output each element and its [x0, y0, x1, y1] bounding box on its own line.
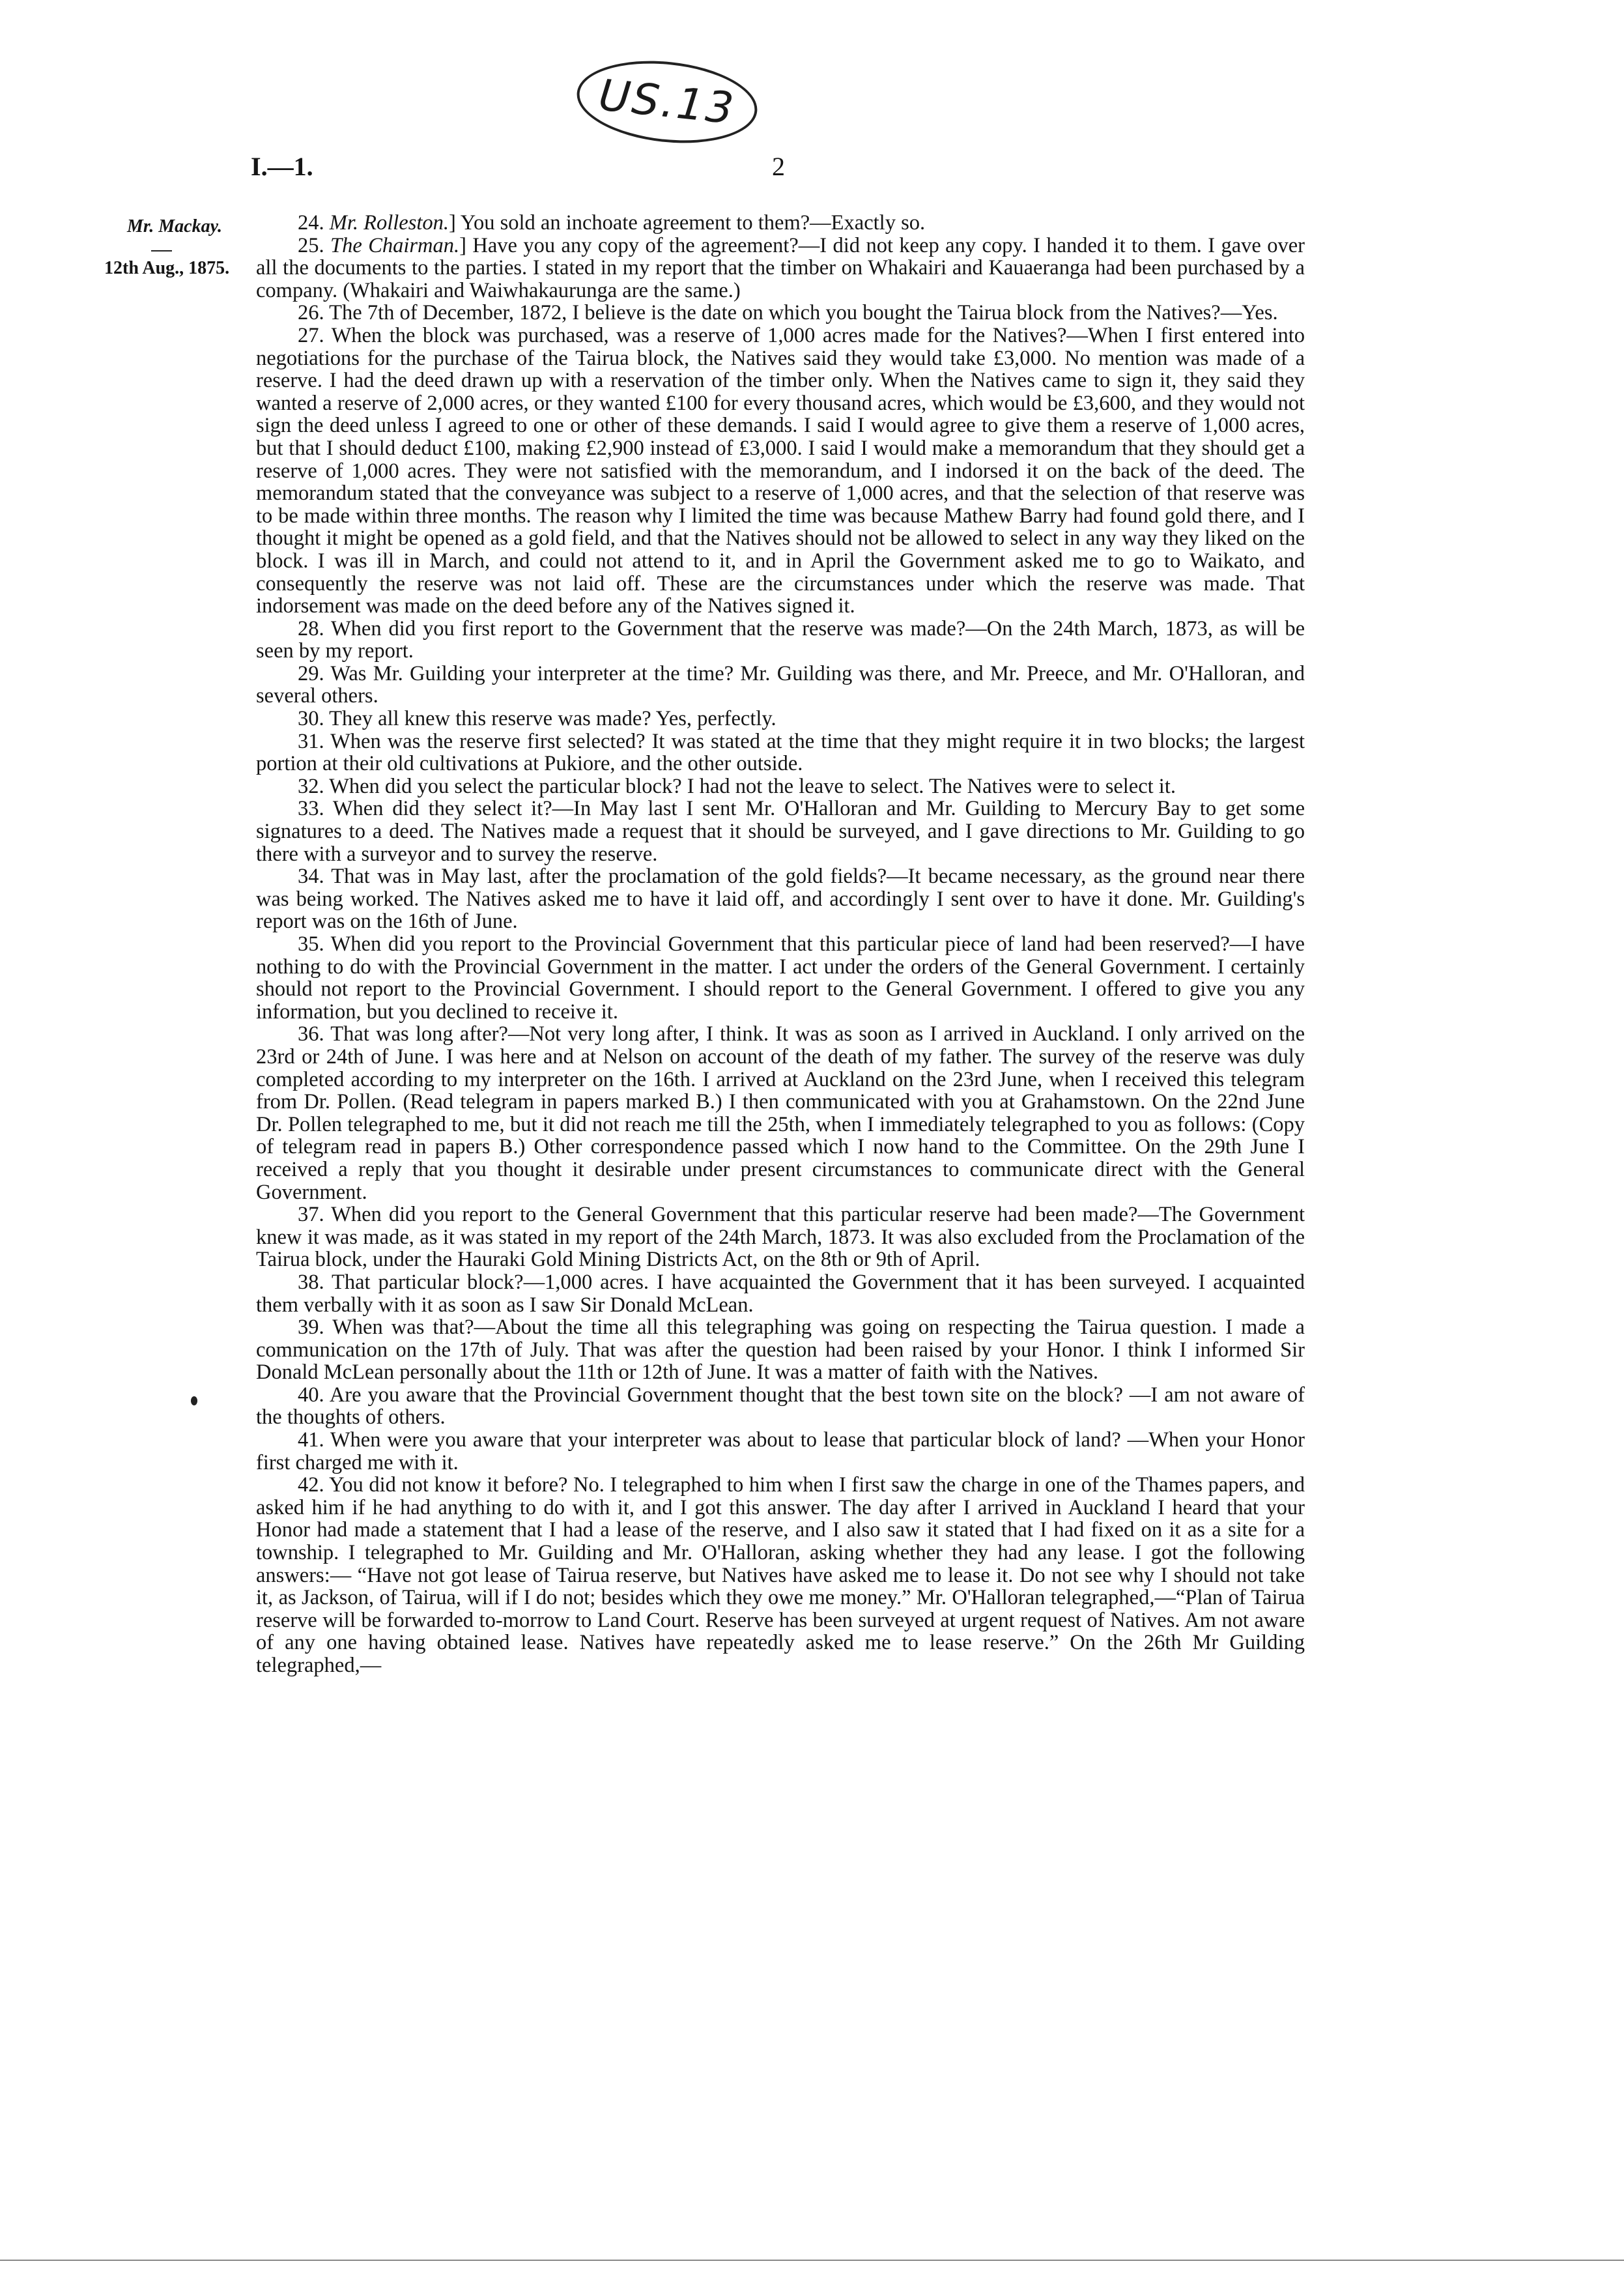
paragraph-text: When the block was purchased, was a reserve of 1,000 acres made for the Natives?—When I first entered into negotiations for the purchase of the Tairua block, the Natives said they would take £3,000. No mention was made of a reserve. I had the deed drawn up with a reservation of the timber only. When the Natives came to sign it, they said they wanted a reserve of 2,000 acres, or they wanted £100 for every thousand acres, which would be £3,600, and they would not sign the deed unless I agreed to one or other of these demands. I said I would agree to give them a reserve of 1,000 acres, but that I should deduct £100, making £2,900 instead of £3,000. I said I would make a memorandum that they should get a reserve of 1,000 acres. They were not satisfied with the memorandum, and I indorsed it on the back of the deed. The memorandum stated that the conveyance was subject to a reserve of 1,000 acres, and that the selection of that reserve was to be made within three months. The reason why I limited the time was because Mathew Barry had found gold there, and I thought it might be opened as a gold field, and that the Natives should not be allowed to select in any way they liked on the block. I was ill in March, and could not attend to it, and in April the Government asked me to go to Waikato, and consequently the reserve was not laid off. These are the circumstances under which the reserve was made. That indorsement was made on the deed before any of the Natives signed it.	[256, 323, 1305, 618]
stamp-text: US.13	[596, 70, 738, 134]
margin-date: 12th Aug., 1875.	[104, 258, 230, 278]
paragraph-27	[256, 324, 1305, 618]
paragraph-number: 34.	[298, 865, 324, 889]
paragraph-text: That was in May last, after the proclamation of the gold fields?—It became necessary, as the ground near there was being worked. The Natives asked me to have it laid off, and accordingly I sent over to have it done. Mr. Guilding's report was on the 16th of June.	[256, 865, 1305, 934]
paragraph-text: When were you aware that your interpreter was about to lease that particular block of land? —When your Honor first charged me with it.	[256, 1428, 1305, 1474]
paragraph-37	[256, 1203, 1305, 1271]
paragraph-text: When did you report to the General Government that this particular reserve had been made?—The Government knew it was made, as it was stated in my report of the 24th March, 1873. It was also excluded from the Proclamation of the Tairua block, under the Hauraki Gold Mining Districts Act, on the 8th or 9th of April.	[256, 1203, 1305, 1272]
paragraph-35	[256, 933, 1305, 1023]
paragraph-33	[256, 798, 1305, 865]
paragraph-42	[256, 1474, 1305, 1676]
margin-speaker-name: Mr. Mackay.	[127, 216, 222, 237]
paragraph-text: Was Mr. Guilding your interpreter at the time? Mr. Guilding was there, and Mr. Preece, and Mr. O'Halloran, and several others.	[256, 661, 1305, 708]
paragraph-number: 33.	[298, 797, 324, 821]
paragraph-number: 37.	[298, 1203, 324, 1227]
paragraph-text: Are you aware that the Provincial Government thought that the best town site on the block? —I am not aware of the thoughts of others.	[256, 1383, 1305, 1430]
paragraph-number: 30.	[298, 707, 324, 731]
paragraph-38	[256, 1271, 1305, 1316]
paragraph-text: That was long after?—Not very long after, I think. It was as soon as I arrived in Auckland. I only arrived on the 23rd or 24th of June. I was here and at Nelson on account of the death of my father. The survey of the reserve was duly completed according to my interpreter on the 16th. I arrived at Auckland on the 23rd June, when I received this telegram from Dr. Pollen. (Read telegram in papers marked B.) I then communicated with you at Grahamstown. On the 22nd June Dr. Pollen telegraphed to me, but it did not reach me till the 25th, when I immediately telegraphed to you as follows: (Copy of telegram read in papers B.) Other correspondence passed which I now hand to the Committee. On the 29th June I received a reply that you thought it desirable under present circumstances to communicate direct with the General Government.	[256, 1022, 1305, 1204]
speaker-name: The Chairman.	[330, 233, 460, 257]
paragraph-31	[256, 730, 1305, 775]
paragraph-36	[256, 1023, 1305, 1203]
paragraph-text: The 7th of December, 1872, I believe is the date on which you bought the Tairua block from the Natives?—Yes.	[329, 301, 1278, 325]
ink-blot	[191, 1396, 197, 1405]
paragraph-32	[256, 775, 1305, 798]
paragraph-text: When did you first report to the Government that the reserve was made?—On the 24th March, 1873, as will be seen by my report.	[256, 616, 1305, 663]
evidence-body	[256, 212, 1305, 1677]
paragraph-text: When did they select it?—In May last I sent Mr. O'Halloran and Mr. Guilding to Mercury Bay to get some signatures to a deed. The Natives made a request that it should be surveyed, and I gave directions to Mr. Guilding to go there with a surveyor and to survey the reserve.	[256, 797, 1305, 866]
scan-edge-line	[0, 2260, 1624, 2261]
paragraph-41	[256, 1429, 1305, 1474]
paragraph-number: 24.	[298, 211, 324, 235]
paragraph-39	[256, 1316, 1305, 1384]
margin-divider	[151, 250, 172, 251]
paragraph-number: 32.	[298, 774, 324, 798]
paragraph-number: 26.	[298, 301, 324, 325]
paragraph-number: 36.	[298, 1022, 324, 1046]
paragraph-text: You did not know it before? No. I telegraphed to him when I first saw the charge in one of the Thames papers, and asked him if he had anything to do with it, and I got this answer. The day after I arrived in Auckland I heard that your Honor had made a statement that I had a lease of the reserve, and I also saw it stated that I had fixed on it as a site for a township. I telegraphed to Mr. Guilding and Mr. O'Halloran, asking whether they had any lease. I got the following answers:— “Have not got lease of Tairua reserve, but Natives have asked me to lease it. Do not see why I should not take it, as Jackson, of Tairua, will if I do not; besides which they owe me money.” Mr. O'Halloran telegraphed,—“Plan of Tairua reserve will be forwarded to-morrow to Land Court. Reserve has been surveyed at urgent request of Natives. Am not aware of any one having obtained lease. Natives have repeatedly asked me to lease reserve.” On the 26th Mr Guilding telegraphed,—	[256, 1473, 1305, 1677]
paragraph-number: 27.	[298, 323, 324, 347]
paragraph-25	[256, 235, 1305, 302]
document-code: I.—1.	[251, 152, 313, 181]
paragraph-text: When was the reserve first selected? It was stated at the time that they might require it in two blocks; the largest portion at their old cultivations at Pukiore, and the other outside.	[256, 729, 1305, 776]
paragraph-text: They all knew this reserve was made? Yes, perfectly.	[329, 707, 776, 731]
page-number: 2	[772, 152, 785, 181]
paragraph-29	[256, 663, 1305, 708]
paragraph-text: That particular block?—1,000 acres. I have acquainted the Government that it has been surveyed. I acquainted them verbally with it as soon as I saw Sir Donald McLean.	[256, 1270, 1305, 1317]
paragraph-text: ] You sold an inchoate agreement to them?—Exactly so.	[449, 211, 926, 235]
paragraph-text: When was that?—About the time all this telegraphing was going on respecting the Tairua question. I made a communication on the 17th of July. That was after the question had been raised by your Honor. I think I informed Sir Donald McLean personally about the 11th or 12th of June. It was a matter of faith with the Natives.	[256, 1315, 1305, 1385]
paragraph-30	[256, 708, 1305, 730]
handwritten-stamp	[573, 53, 761, 151]
paragraph-text: ] Have you any copy of the agreement?—I did not keep any copy. I handed it to them. I gave over all the documents to the parties. I stated in my report that the timber on Whakairi and Kauaeranga had been purchased by a company. (Whakairi and Waiwhakaurunga are the same.)	[256, 233, 1305, 302]
paragraph-number: 29.	[298, 661, 324, 685]
speaker-name: Mr. Rolleston.	[329, 211, 449, 235]
paragraph-number: 31.	[298, 729, 324, 753]
paragraph-number: 35.	[298, 932, 324, 956]
paragraph-number: 38.	[298, 1270, 324, 1294]
paragraph-number: 39.	[298, 1315, 324, 1340]
paragraph-number: 40.	[298, 1383, 324, 1407]
paragraph-text: When did you select the particular block? I had not the leave to select. The Natives were to select it.	[329, 774, 1176, 798]
paragraph-24	[256, 212, 1305, 235]
paragraph-number: 28.	[298, 616, 324, 640]
paragraph-number: 42.	[298, 1473, 324, 1497]
paragraph-40	[256, 1384, 1305, 1429]
paragraph-34	[256, 865, 1305, 933]
paragraph-number: 41.	[298, 1428, 324, 1452]
paragraph-number: 25.	[298, 233, 324, 257]
paragraph-text: When did you report to the Provincial Government that this particular piece of land had been reserved?—I have nothing to do with the Provincial Government in the matter. I act under the orders of the General Government. I certainly should not report to the Provincial Government. I should report to the General Government. I offered to give you any information, but you declined to receive it.	[256, 932, 1305, 1024]
paragraph-28	[256, 618, 1305, 663]
paragraph-26	[256, 302, 1305, 324]
